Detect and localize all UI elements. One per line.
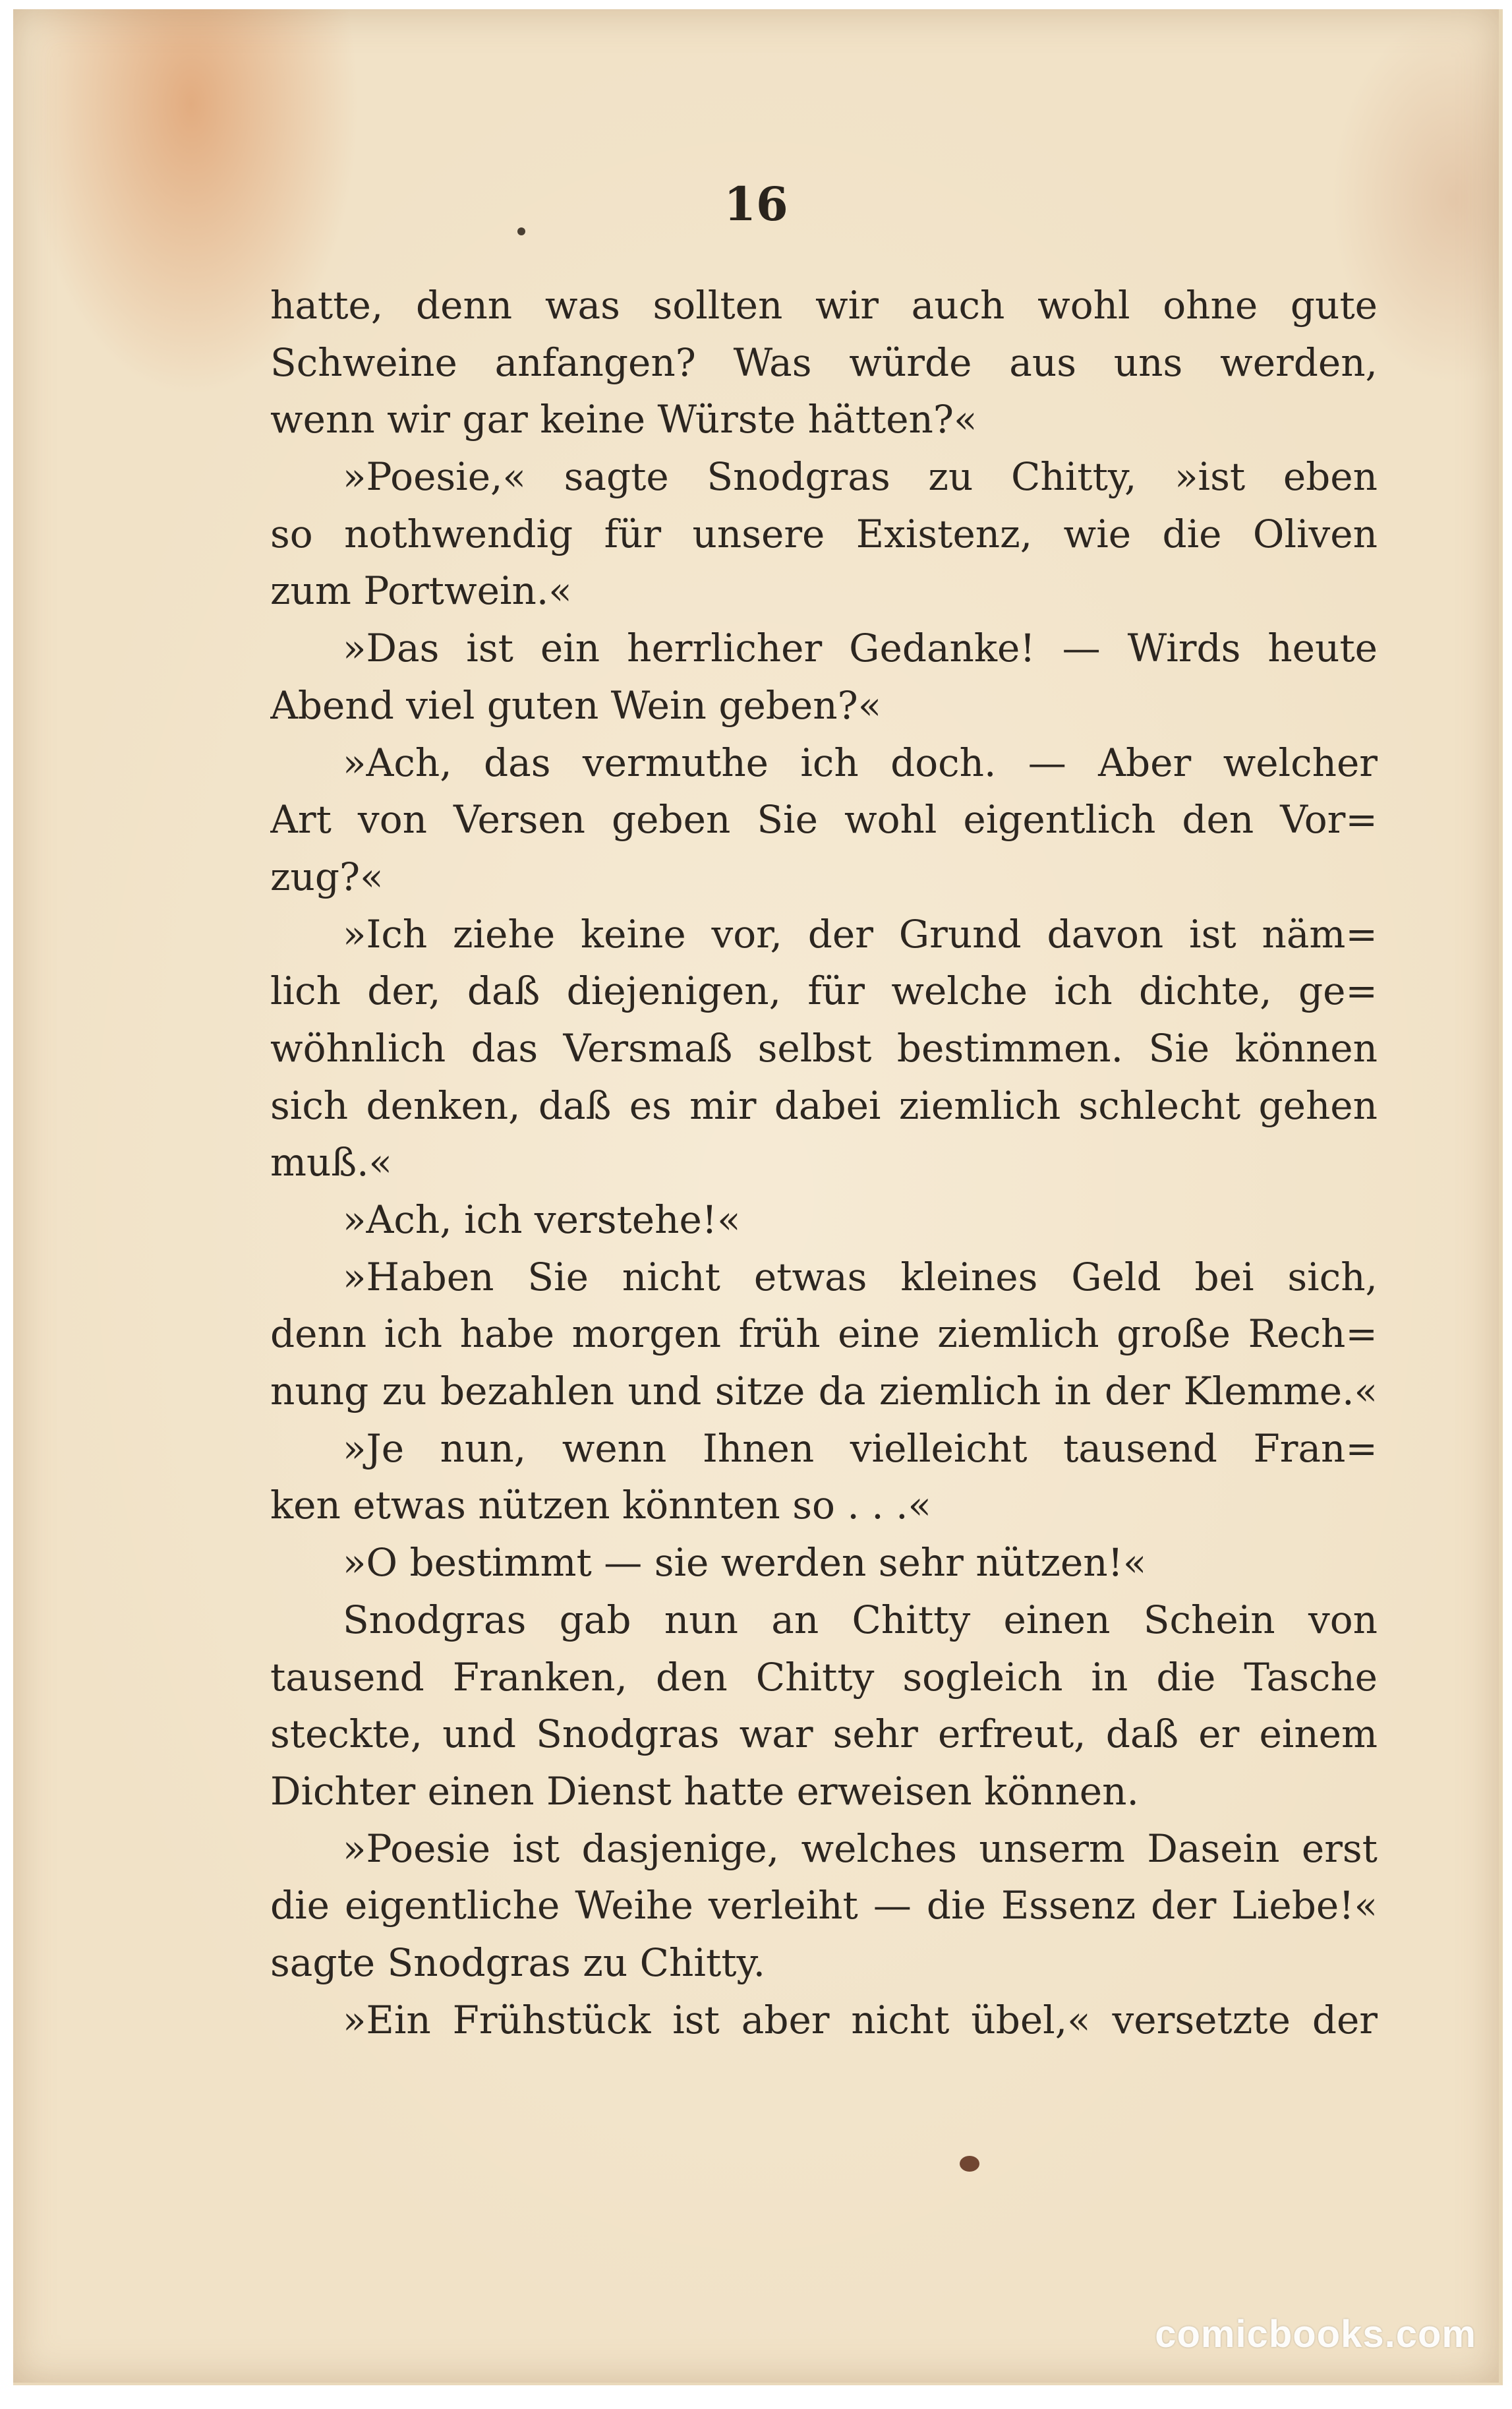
text-line: denn ich habe morgen früh eine ziemlich große Rech= <box>270 1311 1378 1357</box>
text-line: »Ein Frühstück ist aber nicht übel,« versetzte der <box>343 1997 1378 2042</box>
text-line: wenn wir gar keine Würste hätten?« <box>270 397 977 442</box>
text-line: zug?« <box>270 854 384 899</box>
text-line: sagte Snodgras zu Chitty. <box>270 1940 766 1985</box>
text-line: »Poesie ist dasjenige, welches unserm Dasein erst <box>343 1826 1378 1871</box>
text-line: Dichter einen Dienst hatte erweisen können. <box>270 1768 1139 1814</box>
text-line: lich der, daß diejenigen, für welche ich dichte, ge= <box>270 968 1378 1014</box>
text-line: »Haben Sie nicht etwas kleines Geld bei sich, <box>343 1254 1378 1299</box>
watermark: comicbooks.com <box>1155 2313 1476 2356</box>
ink-dot <box>517 227 525 235</box>
text-line: muß.« <box>270 1140 393 1185</box>
text-line: »Das ist ein herrlicher Gedanke! — Wirds heute <box>343 626 1378 671</box>
text-line: sich denken, daß es mir dabei ziemlich schlecht gehen <box>270 1083 1378 1128</box>
text-line: ken etwas nützen könnten so . . .« <box>270 1483 931 1528</box>
text-line: »Je nun, wenn Ihnen vielleicht tausend Fran= <box>343 1425 1378 1471</box>
page-number: 16 <box>724 177 788 231</box>
text-line: Art von Versen geben Sie wohl eigentlich den Vor= <box>270 797 1378 843</box>
text-line: tausend Franken, den Chitty sogleich in die Tasche <box>270 1654 1378 1700</box>
text-line: nung zu bezahlen und sitze da ziemlich in der Klemme.« <box>270 1369 1378 1414</box>
text-line: wöhnlich das Versmaß selbst bestimmen. Sie können <box>270 1025 1378 1071</box>
text-line: »O bestimmt — sie werden sehr nützen!« <box>343 1540 1147 1586</box>
body-text <box>270 277 1378 2048</box>
text-line: hatte, denn was sollten wir auch wohl ohne gute <box>270 283 1378 328</box>
text-line: die eigentliche Weihe verleiht — die Essenz der Liebe!« <box>270 1883 1378 1928</box>
text-line: »Poesie,« sagte Snodgras zu Chitty, »ist eben <box>343 454 1378 500</box>
text-line: so nothwendig für unsere Existenz, wie die Oliven <box>270 511 1378 556</box>
text-line: »Ich ziehe keine vor, der Grund davon ist näm= <box>343 911 1378 957</box>
text-line: Abend viel guten Wein geben?« <box>270 682 882 728</box>
text-line: »Ach, das vermuthe ich doch. — Aber welcher <box>343 740 1378 785</box>
text-line: »Ach, ich verstehe!« <box>343 1197 741 1242</box>
ink-blot <box>960 2156 979 2172</box>
text-line: zum Portwein.« <box>270 568 572 614</box>
text-line: steckte, und Snodgras war sehr erfreut, daß er einem <box>270 1711 1378 1757</box>
text-line: Schweine anfangen? Was würde aus uns werden, <box>270 340 1378 385</box>
text-line: Snodgras gab nun an Chitty einen Schein von <box>343 1597 1378 1642</box>
